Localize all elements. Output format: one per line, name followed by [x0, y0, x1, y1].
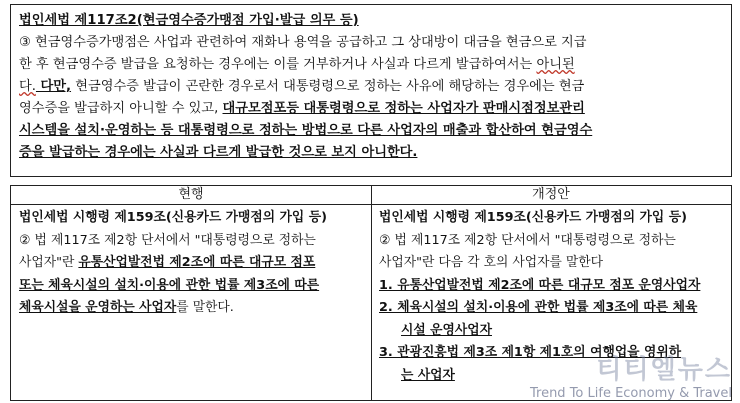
current-line-2a: 사업자"란 [19, 255, 79, 270]
current-line-1: ② 법 제117조 제2항 단서에서 "대통령령으로 정하는 [19, 232, 316, 248]
revised-column [371, 186, 731, 400]
header-revised: 개정안 [371, 186, 731, 205]
revised-item-3a: 3. 관광진흥법 제3조 제1항 제1호의 여행업을 영위하 [379, 345, 682, 360]
law-text-line-2a: 한 후 현금영수증 발급을 요청하는 경우에는 이를 거부하거나 사실과 다르게 발급하여서는 [19, 57, 537, 72]
law-text-line-5: 시스템을 설치·운영하는 등 대통령령으로 정하는 방법으로 다른 사업자의 매출과 합산하여 현금영수 [19, 123, 593, 138]
current-line-2b: 유통산업발전법 제2조에 따른 대규모 점포 [78, 255, 316, 270]
current-title: 법인세법 시행령 제159조(신용카드 가맹점의 가입 등) [19, 210, 327, 225]
law-text-line-3b: 현금영수증 발급이 곤란한 경우로서 대통령령으로 정하는 사유에 해당하는 경우에는 현금 [71, 79, 585, 94]
comparison-table [10, 185, 732, 401]
watermark-logo: 티티엘뉴스 [596, 355, 732, 385]
revised-item-2b: 시설 운영사업자 [401, 322, 492, 338]
revised-item-3b: 는 사업자 [401, 367, 455, 383]
law-excerpt-box [10, 4, 732, 177]
law-text-line-2c: 다. [19, 79, 36, 94]
law-text-daman: 다만, [35, 79, 72, 94]
revised-line-1: ② 법 제117조 제2항 단서에서 "대통령령으로 정하는 [379, 232, 676, 248]
current-line-3: 또는 체육시설의 설치·이용에 관한 법률 제3조에 따른 [19, 277, 320, 293]
watermark-tagline: Trend To Life Economy & Travel [529, 386, 732, 401]
revised-line-2: 사업자"란 다음 각 호의 사업자를 말한다 [379, 255, 604, 270]
law-text-line-1: ③ 현금영수증가맹점은 사업과 관련하여 재화나 용역을 공급하고 그 상대방이 대금을 현금으로 지급 [19, 35, 587, 50]
law-text-line-4a: 영수증을 발급하지 아니할 수 있고, [19, 101, 223, 116]
revised-title: 법인세법 시행령 제159조(신용카드 가맹점의 가입 등) [379, 210, 687, 225]
revised-item-2a: 2. 체육시설의 설치·이용에 관한 법률 제3조에 따른 체육 [379, 300, 698, 315]
law-text-line-6: 증을 발급하는 경우에는 사실과 다르게 발급한 것으로 보지 아니한다. [19, 145, 418, 160]
law-text-line-4 [19, 98, 723, 120]
law-text-line-3 [19, 76, 723, 98]
current-line-4b: 를 말한다. [176, 300, 234, 315]
current-column [11, 186, 372, 400]
current-line-2 [19, 252, 363, 275]
current-line-4 [19, 297, 363, 320]
law-text-line-4b: 대규모점포등 대통령령으로 정하는 사업자가 판매시점정보관리 [222, 101, 585, 116]
header-current: 현행 [11, 186, 371, 205]
current-line-4a: 체육시설을 운영하는 사업자 [19, 300, 177, 315]
revised-item-1: 1. 유통산업발전법 제2조에 따른 대규모 점포 운영사업자 [379, 277, 701, 293]
law-text-line-2 [19, 54, 723, 76]
law-text-line-2b: 아니된 [536, 57, 575, 72]
law-title: 법인세법 제117조2(현금영수증가맹점 가입·발급 의무 등) [19, 13, 359, 28]
